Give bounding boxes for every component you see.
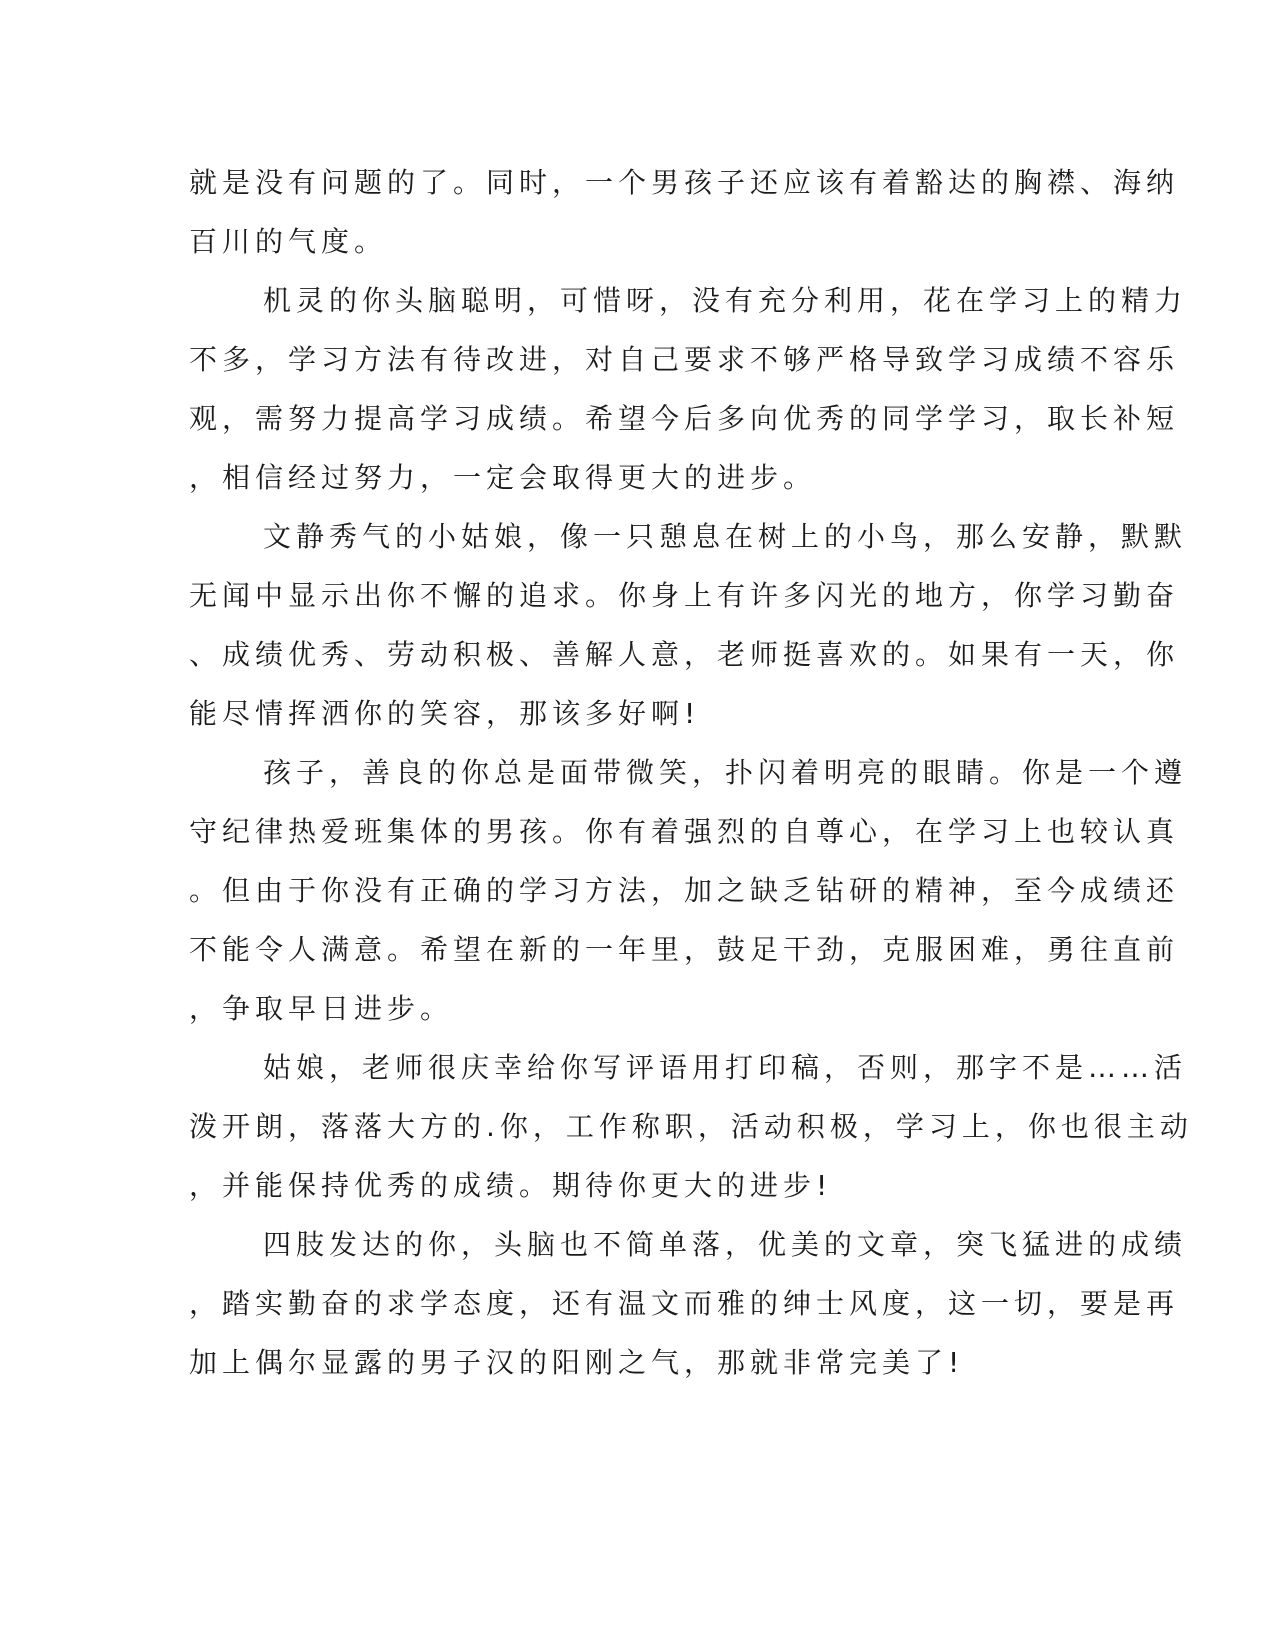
paragraph-first-line: 机灵的你头脑聪明，可惜呀，没有充分利用，花在学习上的精力 xyxy=(263,284,1188,317)
text-line: 不多，学习方法有待改进，对自己要求不够严格导致学习成绩不容乐 xyxy=(189,343,1180,376)
text-line: ，并能保持优秀的成绩。期待你更大的进步! xyxy=(189,1169,833,1202)
paragraph-first-line: 四肢发达的你，头脑也不简单落，优美的文章，突飞猛进的成绩 xyxy=(263,1228,1188,1261)
text-line: 能尽情挥洒你的笑容，那该多好啊! xyxy=(189,697,701,730)
paragraph-first-line: 姑娘，老师很庆幸给你写评语用打印稿，否则，那字不是……活 xyxy=(263,1051,1188,1084)
paragraph-first-line: 文静秀气的小姑娘，像一只憩息在树上的小鸟，那么安静，默默 xyxy=(263,520,1188,553)
text-line: 就是没有问题的了。同时，一个男孩子还应该有着豁达的胸襟、海纳 xyxy=(189,166,1180,199)
text-line: 守纪律热爱班集体的男孩。你有着强烈的自尊心，在学习上也较认真 xyxy=(189,815,1180,848)
text-line: 百川的气度。 xyxy=(189,225,388,258)
text-line: ，争取早日进步。 xyxy=(189,992,454,1025)
text-line: 不能令人满意。希望在新的一年里，鼓足干劲，克服困难，勇往直前 xyxy=(189,933,1180,966)
text-line: 无闻中显示出你不懈的追求。你身上有许多闪光的地方，你学习勤奋 xyxy=(189,579,1180,612)
text-line: 泼开朗，落落大方的.你，工作称职，活动积极，学习上，你也很主动 xyxy=(189,1110,1193,1143)
text-line: ，相信经过努力，一定会取得更大的进步。 xyxy=(189,461,817,494)
text-line: 。但由于你没有正确的学习方法，加之缺乏钻研的精神，至今成绩还 xyxy=(189,874,1180,907)
text-line: 观，需努力提高学习成绩。希望今后多向优秀的同学学习，取长补短 xyxy=(189,402,1180,435)
paragraph-first-line: 孩子，善良的你总是面带微笑，扑闪着明亮的眼睛。你是一个遵 xyxy=(263,756,1188,789)
text-line: 加上偶尔显露的男子汉的阳刚之气，那就非常完美了! xyxy=(189,1346,965,1379)
text-line: 、成绩优秀、劳动积极、善解人意，老师挺喜欢的。如果有一天，你 xyxy=(189,638,1180,671)
text-line: ，踏实勤奋的求学态度，还有温文而雅的绅士风度，这一切，要是再 xyxy=(189,1287,1180,1320)
